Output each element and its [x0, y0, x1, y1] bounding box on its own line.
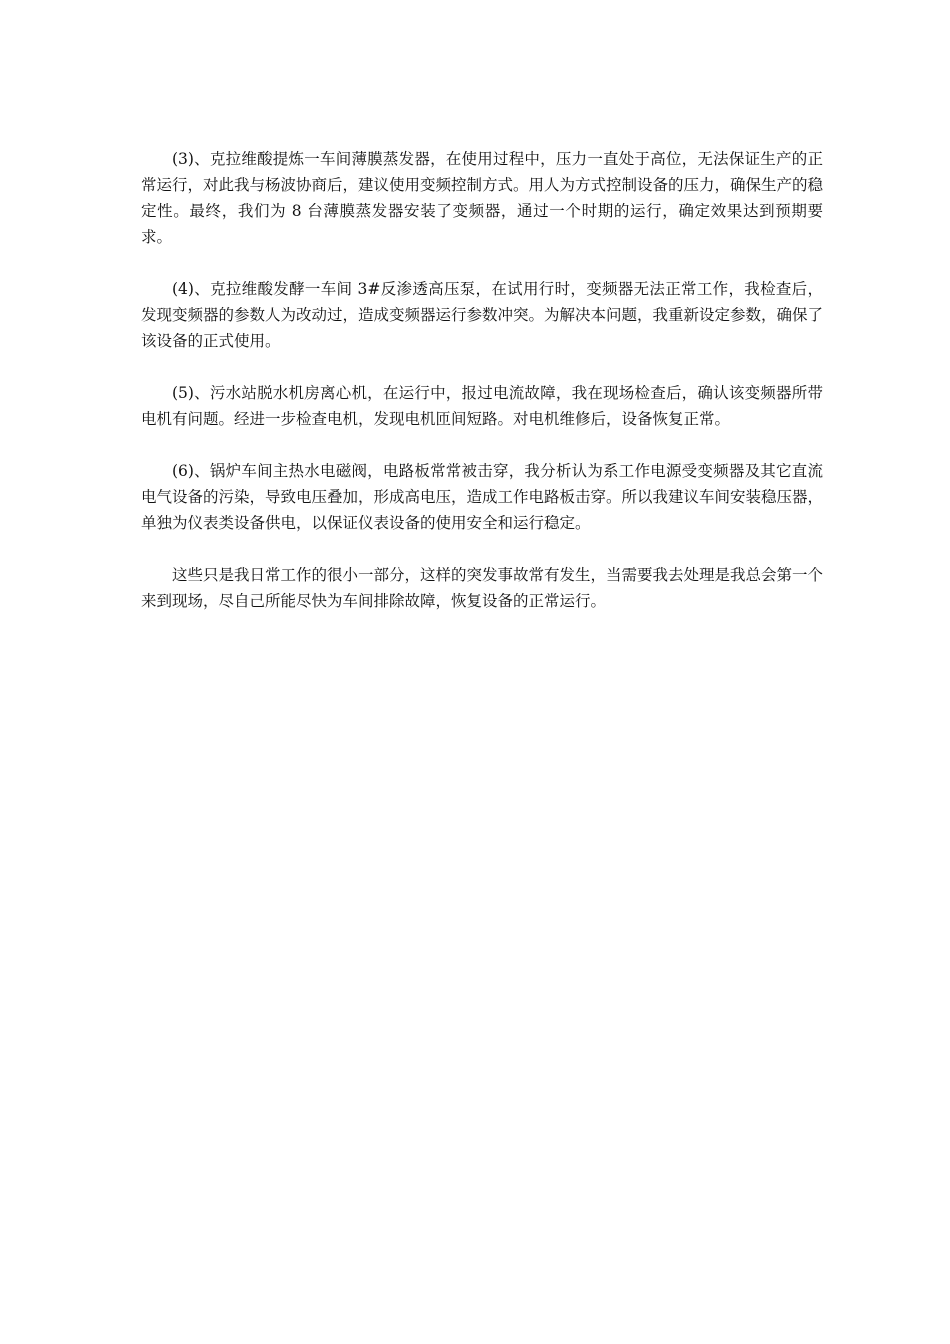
paragraph-5: (5)、污水站脱水机房离心机，在运行中，报过电流故障，我在现场检查后，确认该变频器所带电机有问题。经进一步检查电机，发现电机匝间短路。对电机维修后，设备恢复正常。 — [141, 384, 823, 428]
paragraph-6: (6)、锅炉车间主热水电磁阀，电路板常常被击穿，我分析认为系工作电源受变频器及其它直流电气设备的污染，导致电压叠加，形成高电压，造成工作电路板击穿。所以我建议车间安装稳压器，单独为仪表类设备供电，以保证仪表设备的使用安全和运行稳定。 — [141, 462, 824, 532]
paragraph-4: (4)、克拉维酸发酵一车间 3#反渗透高压泵，在试用行时，变频器无法正常工作，我检查后，发现变频器的参数人为改动过，造成变频器运行参数冲突。为解决本问题，我重新设定参数，确保了该设备的正式使用。 — [141, 280, 824, 350]
document-body — [141, 146, 823, 640]
paragraph-3: (3)、克拉维酸提炼一车间薄膜蒸发器，在使用过程中，压力一直处于高位，无法保证生产的正常运行，对此我与杨波协商后，建议使用变频控制方式。用人为方式控制设备的压力，确保生产的稳定性。最终，我们为 8 台薄膜蒸发器安装了变频器，通过一个时期的运行，确定效果达到预期要求。 — [141, 150, 824, 246]
paragraph-summary: 这些只是我日常工作的很小一部分，这样的突发事故常有发生，当需要我去处理是我总会第一个来到现场，尽自己所能尽快为车间排除故障，恢复设备的正常运行。 — [141, 566, 824, 610]
